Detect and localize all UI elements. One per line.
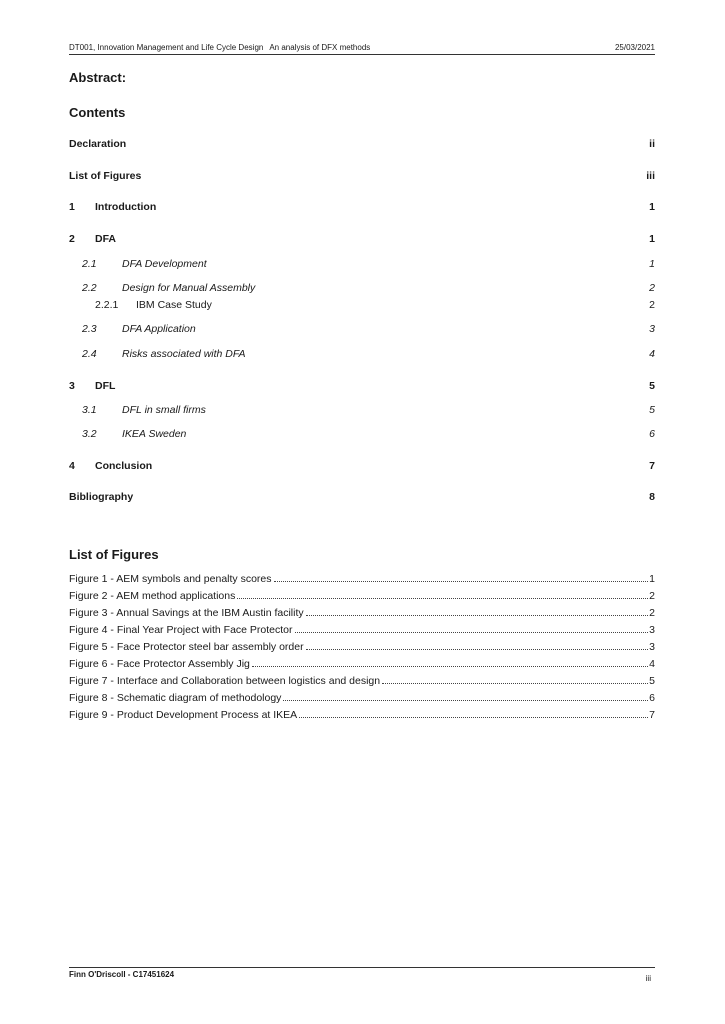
figure-entry-label: Figure 7 - Interface and Collaboration between logistics and design: [69, 675, 381, 687]
toc-entry-text: Conclusion: [95, 460, 153, 472]
dot-leader: [382, 674, 648, 684]
toc-entry-introduction[interactable]: [69, 200, 655, 214]
toc-entry-number: 2.1: [82, 258, 97, 270]
toc-entry-conclusion[interactable]: [69, 459, 655, 473]
toc-entry-list-of-figures[interactable]: [69, 169, 655, 183]
toc-entry-number: 2.2.1: [95, 299, 119, 311]
toc-entry-dfa-application[interactable]: [69, 322, 655, 336]
figure-entry-label: Figure 8 - Schematic diagram of methodology: [69, 692, 282, 704]
toc-entry-page: ii: [649, 138, 655, 150]
page-footer: [69, 967, 655, 986]
toc-entry-text: DFA Application: [122, 323, 196, 335]
toc-entry-number: 3: [69, 380, 75, 392]
figure-entry-5[interactable]: [69, 640, 655, 653]
toc-entry-number: 3.1: [82, 404, 97, 416]
figure-entry-label: Figure 5 - Face Protector steel bar assembly order: [69, 641, 304, 653]
toc-entry-declaration[interactable]: [69, 137, 655, 151]
toc-entry-number: 2.2: [82, 282, 97, 294]
toc-entry-number: 1: [69, 201, 75, 213]
toc-entry-page: 5: [649, 404, 655, 416]
toc-entry-text: Design for Manual Assembly: [122, 282, 256, 294]
dot-leader: [295, 623, 649, 633]
footer-page-number: iii: [645, 974, 651, 983]
toc-entry-page: 2: [649, 299, 655, 311]
list-of-figures-heading: List of Figures: [69, 547, 159, 562]
dot-leader: [306, 640, 649, 650]
figure-entry-9[interactable]: [69, 708, 655, 721]
toc-entry-bibliography[interactable]: [69, 490, 655, 504]
footer-author: Finn O'Driscoll - C17451624: [69, 970, 175, 979]
figure-entry-1[interactable]: [69, 572, 655, 585]
abstract-heading: Abstract:: [69, 70, 127, 85]
figure-entry-2[interactable]: [69, 589, 655, 602]
dot-leader: [283, 691, 648, 701]
toc-entry-dfl-small-firms[interactable]: [69, 403, 655, 417]
dot-leader: [252, 657, 648, 667]
page-header: [69, 43, 655, 55]
figure-entry-page: 2: [649, 590, 655, 602]
toc-entry-text: DFL: [95, 380, 116, 392]
dot-leader: [306, 606, 649, 616]
toc-entry-text: List of Figures: [69, 170, 142, 182]
contents-heading: Contents: [69, 105, 126, 120]
dot-leader: [299, 708, 648, 718]
figure-entry-6[interactable]: [69, 657, 655, 670]
figure-entry-page: 7: [649, 709, 655, 721]
figure-entry-8[interactable]: [69, 691, 655, 704]
figure-entry-page: 3: [649, 641, 655, 653]
toc-entry-number: 3.2: [82, 428, 97, 440]
toc-entry-page: 5: [649, 380, 655, 392]
figure-entry-page: 2: [649, 607, 655, 619]
toc-entry-number: 2.4: [82, 348, 97, 360]
toc-entry-page: 1: [649, 258, 655, 270]
toc-entry-text: DFA Development: [122, 258, 207, 270]
toc-entry-page: 2: [649, 282, 655, 294]
figure-entry-page: 1: [649, 573, 655, 585]
toc-entry-page: 7: [649, 460, 655, 472]
toc-entry-text: IKEA Sweden: [122, 428, 187, 440]
toc-entry-text: DFA: [95, 233, 116, 245]
toc-entry-page: 6: [649, 428, 655, 440]
toc-entry-text: DFL in small firms: [122, 404, 206, 416]
toc-entry-risks-dfa[interactable]: [69, 347, 655, 361]
toc-entry-text: IBM Case Study: [136, 299, 212, 311]
dot-leader: [237, 589, 648, 599]
header-subtitle: An analysis of DFX methods: [269, 43, 371, 52]
toc-entry-dfa[interactable]: [69, 232, 655, 246]
figure-entry-label: Figure 4 - Final Year Project with Face Protector: [69, 624, 293, 636]
header-title: [69, 43, 370, 52]
toc-entry-number: 2.3: [82, 323, 97, 335]
figure-entry-4[interactable]: [69, 623, 655, 636]
toc-entry-text: Risks associated with DFA: [122, 348, 246, 360]
toc-entry-text: Declaration: [69, 138, 127, 150]
dot-leader: [274, 572, 649, 582]
figure-entry-3[interactable]: [69, 606, 655, 619]
header-course: DT001, Innovation Management and Life Cycle Design: [69, 43, 264, 52]
figure-entry-7[interactable]: [69, 674, 655, 687]
figure-entry-page: 5: [649, 675, 655, 687]
header-date: 25/03/2021: [614, 43, 655, 52]
figure-entry-label: Figure 6 - Face Protector Assembly Jig: [69, 658, 250, 670]
toc-entry-text: Introduction: [95, 201, 157, 213]
toc-entry-design-manual-assembly[interactable]: [69, 281, 655, 295]
figure-entry-page: 6: [649, 692, 655, 704]
toc-entry-page: 1: [649, 201, 655, 213]
figure-entry-label: Figure 3 - Annual Savings at the IBM Austin facility: [69, 607, 304, 619]
figure-entry-label: Figure 2 - AEM method applications: [69, 590, 236, 602]
toc-entry-number: 4: [69, 460, 75, 472]
toc-entry-ibm-case-study[interactable]: [69, 298, 655, 312]
toc-entry-ikea-sweden[interactable]: [69, 427, 655, 441]
figure-entry-label: Figure 9 - Product Development Process at IKEA: [69, 709, 298, 721]
toc-entry-page: iii: [646, 170, 655, 182]
figure-entry-page: 3: [649, 624, 655, 636]
toc-entry-page: 1: [649, 233, 655, 245]
toc-entry-page: 3: [649, 323, 655, 335]
toc-entry-text: Bibliography: [69, 491, 134, 503]
toc-entry-dfl[interactable]: [69, 379, 655, 393]
toc-entry-page: 4: [649, 348, 655, 360]
toc-entry-page: 8: [649, 491, 655, 503]
toc-entry-number: 2: [69, 233, 75, 245]
figure-entry-page: 4: [649, 658, 655, 670]
figure-entry-label: Figure 1 - AEM symbols and penalty scores: [69, 573, 272, 585]
toc-entry-dfa-development[interactable]: [69, 257, 655, 271]
